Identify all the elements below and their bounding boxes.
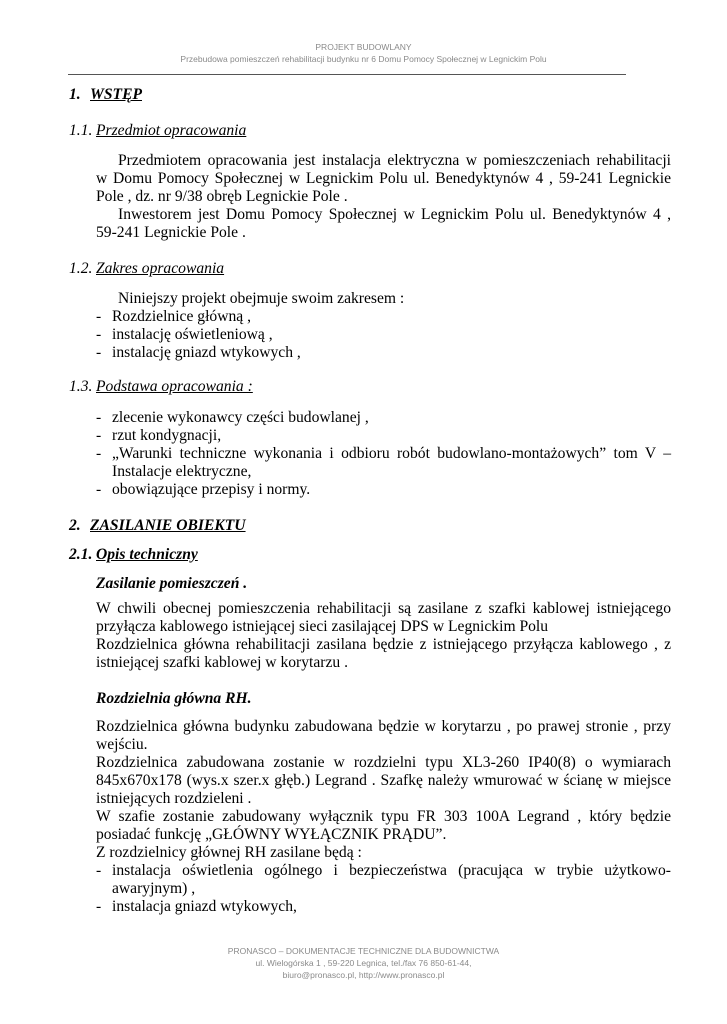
section-1-number: 1. bbox=[69, 86, 81, 103]
section-1-1-title: Przedmiot opracowania bbox=[96, 122, 247, 139]
list-bullet: - bbox=[96, 427, 102, 444]
section-1-2-title: Zakres opracowania bbox=[96, 260, 225, 277]
subsection-title-switchboard: Rozdzielnia główna RH. bbox=[96, 690, 252, 707]
list-item: instalację gniazd wtykowych , bbox=[112, 344, 301, 361]
section-2-title: ZASILANIE OBIEKTU bbox=[90, 517, 246, 534]
list-bullet: - bbox=[96, 308, 102, 325]
list-item: obowiązujące przepisy i normy. bbox=[112, 481, 311, 498]
paragraph-line: W szafie zostanie zabudowany wyłącznik typu FR 303 100A Legrand , który będzie bbox=[96, 808, 671, 825]
subsection-title-power: Zasilanie pomieszczeń . bbox=[96, 575, 248, 592]
header-title: PROJEKT BUDOWLANY bbox=[315, 42, 412, 52]
list-bullet: - bbox=[96, 326, 102, 343]
list-item: instalacja oświetlenia ogólnego i bezpieczeństwa (pracująca w trybie użytkowo- bbox=[112, 862, 671, 879]
section-2-1-number: 2.1. bbox=[69, 546, 93, 563]
list-bullet: - bbox=[96, 409, 102, 426]
list-item: zlecenie wykonawcy części budowlanej , bbox=[112, 409, 369, 426]
header-rule bbox=[68, 74, 626, 75]
footer-contact: biuro@pronasco.pl, http://www.pronasco.pl bbox=[282, 970, 445, 980]
section-1-2-number: 1.2. bbox=[69, 260, 93, 277]
paragraph-line: przyłącza kablowego istniejącej sieci zasilającej DPS w Legnickim Polu bbox=[96, 618, 549, 635]
paragraph-line: Pole , dz. nr 9/38 obręb Legnickie Pole . bbox=[96, 188, 348, 205]
paragraph-line: 59-241 Legnickie Pole . bbox=[96, 224, 246, 241]
footer-address: ul. Wielogórska 1 , 59-220 Legnica, tel./fax 76 850-61-44, bbox=[255, 958, 472, 968]
section-1-3-title: Podstawa opracowania : bbox=[96, 378, 253, 395]
list-item: Rozdzielnice główną , bbox=[112, 308, 251, 325]
paragraph-line: Inwestorem jest Domu Pomocy Społecznej w Legnickim Polu ul. Benedyktynów 4 , bbox=[118, 206, 671, 223]
paragraph-line: w Domu Pomocy Społecznej w Legnickim Polu ul. Benedyktynów 4 , 59-241 Legnickie bbox=[96, 170, 671, 187]
section-2-number: 2. bbox=[69, 517, 81, 534]
list-item-continuation: Instalacje elektryczne, bbox=[112, 463, 252, 480]
section-1-3-number: 1.3. bbox=[69, 378, 93, 395]
paragraph-line: Rozdzielnica zabudowana zostanie w rozdzielni typu XL3-260 IP40(8) o wymiarach bbox=[96, 754, 671, 771]
paragraph-line: Rozdzielnica główna rehabilitacji zasilana będzie z istniejącego przyłącza kablowego , z bbox=[96, 636, 671, 653]
list-bullet: - bbox=[96, 862, 102, 879]
section-2-1-title: Opis techniczny bbox=[96, 546, 198, 563]
list-item-continuation: awaryjnym) , bbox=[112, 880, 196, 897]
list-bullet: - bbox=[96, 481, 102, 498]
list-item: rzut kondygnacji, bbox=[112, 427, 222, 444]
list-bullet: - bbox=[96, 898, 102, 915]
footer-company: PRONASCO – DOKUMENTACJE TECHNICZNE DLA BUDOWNICTWA bbox=[227, 946, 500, 956]
list-item: „Warunki techniczne wykonania i odbioru robót budowlano-montażowych” tom V – bbox=[112, 445, 671, 462]
list-bullet: - bbox=[96, 445, 102, 462]
scope-intro: Niniejszy projekt obejmuje swoim zakresem : bbox=[118, 290, 405, 307]
header-subtitle: Przebudowa pomieszczeń rehabilitacji budynku nr 6 Domu Pomocy Społecznej w Legnickim Polu bbox=[180, 54, 547, 64]
paragraph-line: Przedmiotem opracowania jest instalacja elektryczna w pomieszczeniach rehabilitacji bbox=[118, 152, 671, 169]
paragraph-line: Rozdzielnica główna budynku zabudowana będzie w korytarzu , po prawej stronie , przy bbox=[96, 718, 671, 735]
list-item: instalację oświetleniową , bbox=[112, 326, 273, 343]
list-bullet: - bbox=[96, 344, 102, 361]
section-1-1-number: 1.1. bbox=[69, 122, 93, 139]
section-1-title: WSTĘP bbox=[90, 86, 142, 103]
paragraph-line: W chwili obecnej pomieszczenia rehabilitacji są zasilane z szafki kablowej istniejącego bbox=[96, 600, 671, 617]
paragraph-line: Z rozdzielnicy głównej RH zasilane będą : bbox=[96, 844, 362, 861]
paragraph-line: wejściu. bbox=[96, 736, 148, 753]
paragraph-line: istniejących rozdzieleni . bbox=[96, 790, 252, 807]
paragraph-line: 845x670x178 (wys.x szer.x głęb.) Legrand . Szafkę należy wmurować w ścianę w miejsce bbox=[96, 772, 671, 789]
list-item: instalacja gniazd wtykowych, bbox=[112, 898, 297, 915]
paragraph-line: posiadać funkcję „GŁÓWNY WYŁĄCZNIK PRĄDU”. bbox=[96, 826, 447, 843]
paragraph-line: istniejącej szafki kablowej w korytarzu . bbox=[96, 654, 349, 671]
